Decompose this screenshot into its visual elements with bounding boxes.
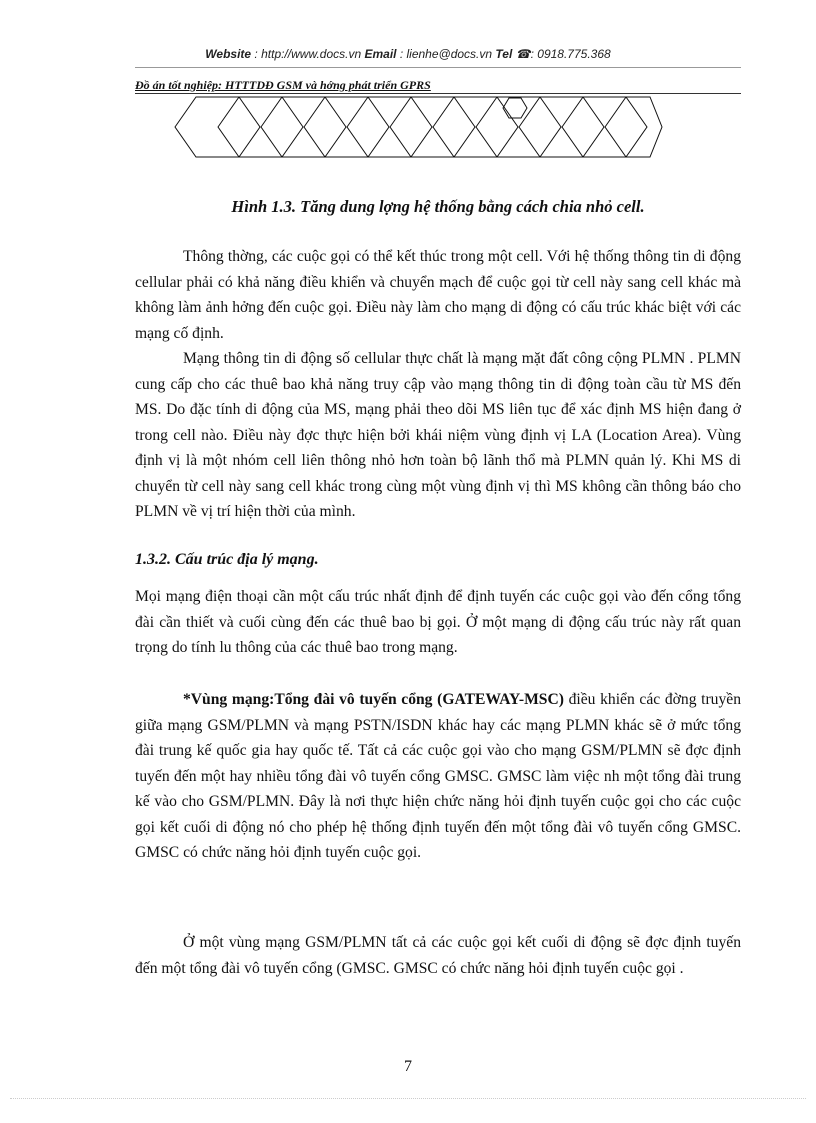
paragraph-2 — [135, 346, 741, 525]
gateway-text: điều khiển các đờng truyền giữa mạng GSM/PLMN và mạng PSTN/ISDN khác hay các mạng PLMN khác sẽ ở mức tổng đài trung kế quốc gia hay quốc tế. Tất cả các cuộc gọi vào cho mạng GSM/PLMN sẽ đợc định tuyến đến một hay nhiều tổng đài vô tuyến cổng GMSC. GMSC làm việc nh một tổng đài trung kế vào cho GSM/PLMN. Đây là nơi thực hiện chức năng hỏi định tuyến cuộc gọi cho các cuộc gọi kết cuối di động nó cho phép hệ thống định tuyến đến một tổng đài vô tuyến cổng GMSC. GMSC có chức năng hỏi định tuyến cuộc gọi. — [135, 691, 741, 861]
tel-label: Tel — [495, 47, 513, 61]
email-address[interactable]: : lienhe@docs.vn — [396, 47, 496, 61]
phone-icon: ☎ — [515, 47, 531, 61]
final-paragraph-text: Ở một vùng mạng GSM/PLMN tất cả các cuộc gọi kết cuối di động sẽ đợc định tuyến đến một tổng đài vô tuyến cổng (GMSC. GMSC có chức năng hỏi định tuyến cuộc gọi . — [135, 934, 741, 977]
gateway-bold-lead: *Vùng mạng:Tổng đài vô tuyến cổng (GATEWAY-MSC) — [183, 691, 564, 708]
paragraph-1 — [135, 244, 741, 346]
website-label: Website — [205, 47, 252, 61]
page-number: 7 — [404, 1058, 412, 1075]
hexagon-cell-diagram-icon — [0, 0, 816, 200]
hex-cell-11 — [605, 97, 662, 157]
hex-cell-small — [503, 98, 527, 118]
tel-number: : 0918.775.368 — [530, 47, 611, 61]
final-paragraph — [135, 930, 741, 981]
section-heading: 1.3.2. Cấu trúc địa lý mạng. — [135, 551, 319, 568]
gateway-paragraph — [135, 687, 741, 866]
paragraph-1-text: Thông thờng, các cuộc gọi có thể kết thúc trong một cell. Với hệ thống thông tin di động cellular phải có khả năng điều khiển và chuyển mạch để cuộc gọi từ cell này sang cell khác mà không làm ảnh hởng đến cuộc gọi. Điều này làm cho mạng di động có cấu trúc khác biệt với các mạng cố định. — [135, 248, 741, 342]
figure-caption: Hình 1.3. Tăng dung lợng hệ thống bằng cách chia nhỏ cell. — [231, 197, 645, 216]
page-bottom-divider — [10, 1098, 806, 1099]
website-url[interactable]: : http://www.docs.vn — [251, 47, 365, 61]
section-paragraph: Mọi mạng điện thoại cần một cấu trúc nhất định để định tuyến các cuộc gọi vào đến cổng tổng đài cần thiết và cuối cùng đến các thuê bao bị gọi. Ở một mạng di động cấu trúc này rất quan trọng do tính lu thông của các thuê bao trong mạng. — [135, 588, 741, 656]
email-label: Email — [364, 47, 397, 61]
paragraph-2-text: Mạng thông tin di động số cellular thực chất là mạng mặt đất công cộng PLMN . PLMN cung cấp cho các thuê bao khả năng truy cập vào mạng thông tin di động toàn cầu từ MS đến MS. Do đặc tính di động của MS, mạng phải theo dõi MS liên tục để xác định MS hiện đang ở trong cell nào. Điều này đợc thực hiện bởi khái niệm vùng định vị LA (Location Area). Vùng định vị là một nhóm cell liên thông nhỏ hơn toàn bộ lãnh thổ mà PLMN quản lý. Khi MS di chuyển từ cell này sang cell khác trong cùng một vùng định vị thì MS không cần thông báo cho PLMN về vị trí hiện thời của mình. — [135, 350, 741, 520]
document-title: Đồ án tốt nghiệp: HTTTDĐ GSM và hớng phát triển GPRS — [135, 78, 431, 92]
